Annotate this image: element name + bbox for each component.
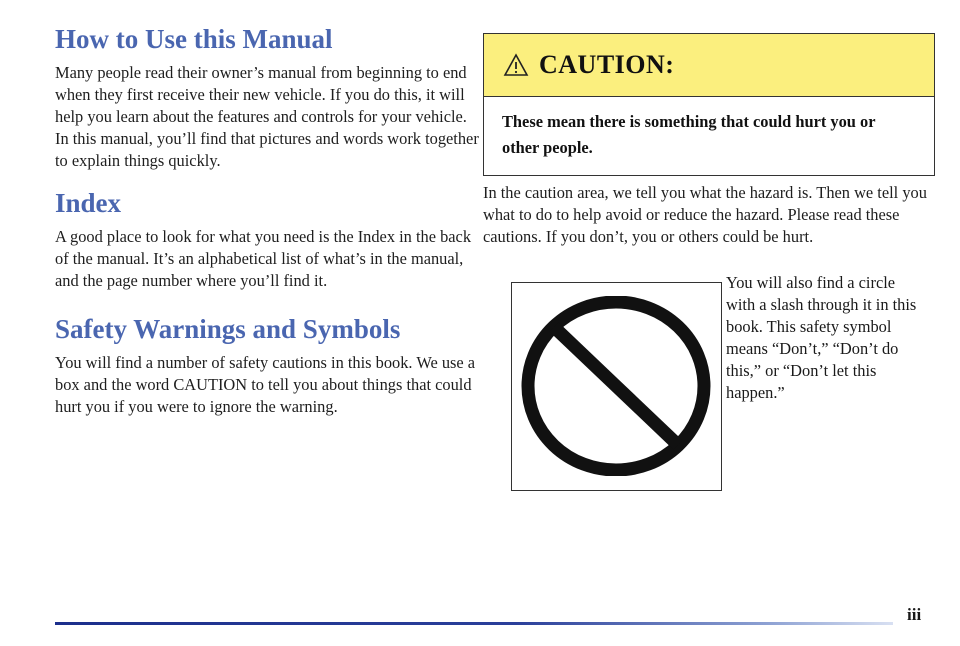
prohibition-symbol-icon [520, 296, 713, 476]
caution-body: These mean there is something that could hurt you or other people. [502, 112, 876, 157]
index-heading: Index [55, 188, 122, 218]
caution-header [484, 34, 934, 97]
caution-box [483, 33, 935, 176]
safety-heading: Safety Warnings and Symbols [55, 314, 401, 344]
how-to-use-paragraph: Many people read their owner’s manual from beginning to end when they first receive their new vehicle. If you do this, it will help you learn about the features and controls for your vehicle. In this manual, you’ll find that pictures and words work together to explain things quickly. [55, 63, 479, 170]
left-column [55, 22, 480, 418]
caution-title: CAUTION: [539, 50, 675, 79]
symbol-explanation: You will also find a circle with a slash through it in this book. This safety symbol means “Don’t,” “Don’t do this,” or “Don’t let this happen.” [726, 273, 917, 402]
how-to-use-heading: How to Use this Manual [55, 24, 333, 54]
page-number: iii [907, 605, 922, 624]
right-column [483, 33, 935, 492]
symbol-frame [511, 282, 722, 491]
safety-paragraph: You will find a number of safety cautions in this book. We use a box and the word CAUTION to tell you about things that could hurt you if you were to ignore the warning. [55, 353, 476, 416]
symbol-section [483, 272, 935, 492]
warning-triangle-icon [503, 53, 529, 77]
caution-explanation: In the caution area, we tell you what the hazard is. Then we tell you what to do to help avoid or reduce the hazard. Please read these cautions. If you don’t, you or others could be hurt. [483, 183, 927, 246]
footer-rule [55, 622, 893, 625]
index-paragraph: A good place to look for what you need is the Index in the back of the manual. It’s an alphabetical list of what’s in the manual, and the page number where you’ll find it. [55, 227, 472, 290]
